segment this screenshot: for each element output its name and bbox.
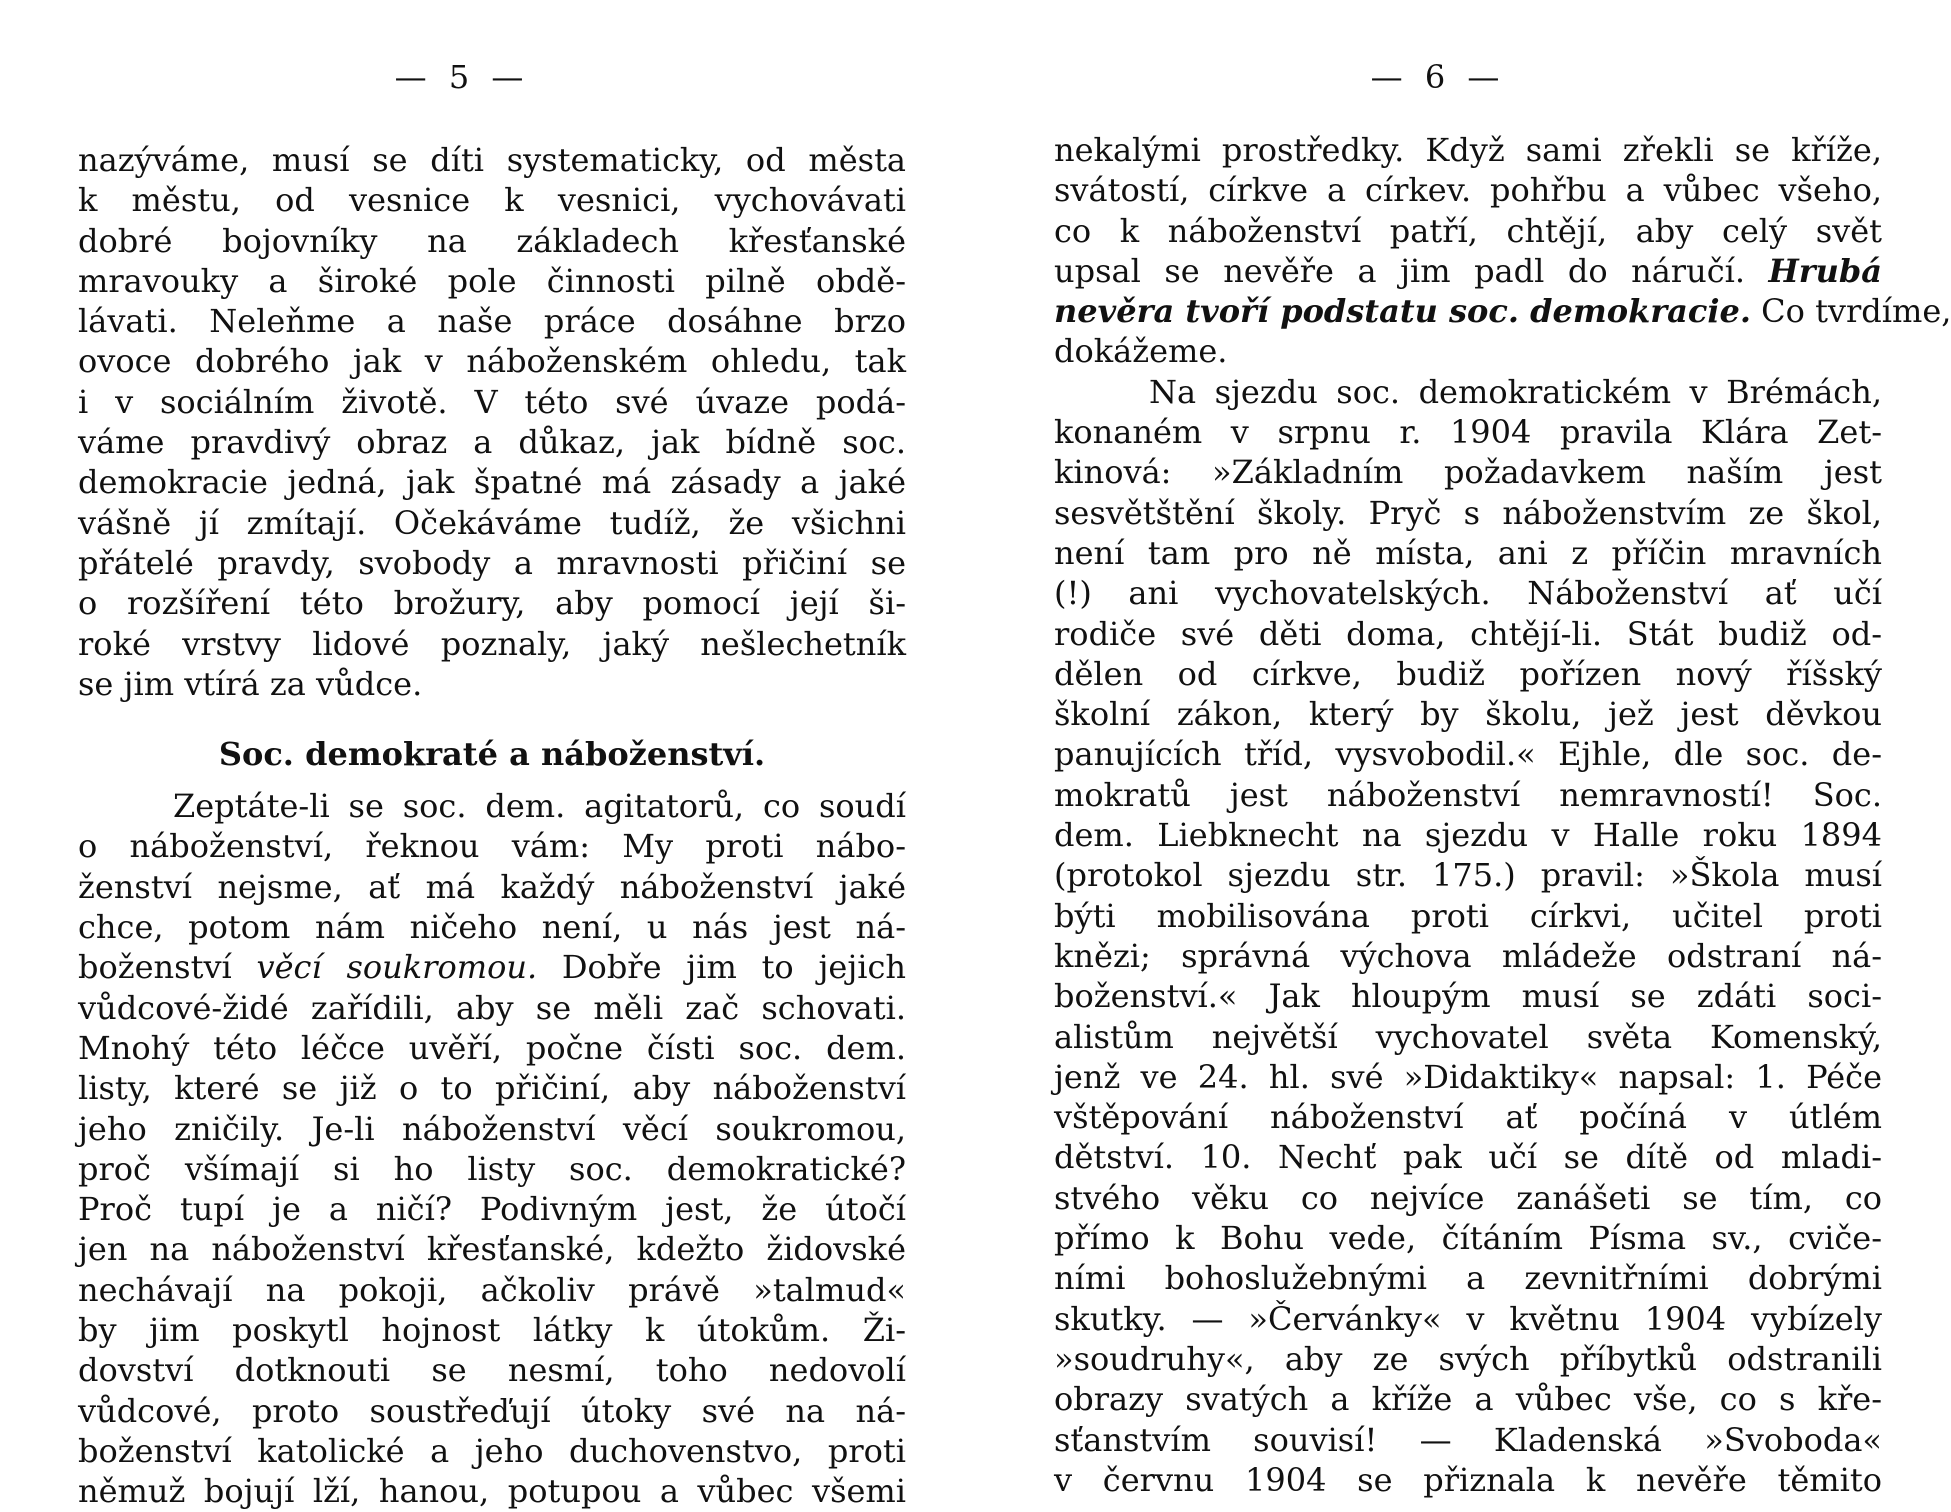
text-line: dobré bojovníky na základech křesťanské — [78, 221, 906, 260]
text-segment: Co tvrdíme, — [1750, 292, 1951, 331]
text-line: není tam pro ně místa, ani z příčin mravních — [1054, 533, 1882, 572]
text-line: mravouky a široké pole činnosti pilně obdě- — [78, 261, 906, 300]
italic-phrase: věcí soukromou. — [256, 948, 538, 987]
text-line: ženství nejsme, ať má každý náboženství jaké — [78, 867, 906, 906]
text-line-with-italic — [1054, 251, 1882, 291]
text-line: němuž bojují lží, hanou, potupou a vůbec všemi — [78, 1472, 906, 1511]
text-line: »soudruhy«, aby ze svých příbytků odstranili — [1054, 1339, 1882, 1378]
text-line: Proč tupí je a ničí? Podivným jest, že útočí — [78, 1190, 906, 1229]
text-line: nechávají na pokoji, ačkoliv právě »talmud« — [78, 1270, 906, 1309]
text-line: dělen od církve, budiž pořízen nový říšský — [1054, 654, 1882, 693]
text-line: lávati. Neleňme a naše práce dosáhne brzo — [78, 302, 906, 341]
text-line: ovoce dobrého jak v náboženském ohledu, tak — [78, 342, 906, 381]
text-line: vůdcové, proto soustřeďují útoky své na ná- — [78, 1391, 906, 1430]
text-line: alistům největší vychovatel světa Komenský, — [1054, 1017, 1882, 1056]
text-line: knězi; správná výchova mládeže odstraní ná- — [1054, 936, 1882, 975]
text-segment: boženství — [78, 948, 257, 987]
text-line: dovství dotknouti se nesmí, toho nedovolí — [78, 1351, 906, 1390]
text-line-with-italic — [78, 947, 906, 987]
left-page-text — [78, 140, 906, 1512]
text-line: přímo k Bohu vede, čítáním Písma sv., cviče- — [1054, 1219, 1882, 1258]
text-line: by jim poskytl hojnost látky k útokům. Ži- — [78, 1311, 906, 1350]
text-line: o rozšíření této brožury, aby pomocí její ši- — [78, 584, 906, 623]
text-line: dětství. 10. Nechť pak učí se dítě od mladi- — [1054, 1138, 1882, 1177]
left-page — [78, 0, 907, 1511]
text-line: jen na náboženství křesťanské, kdežto židovské — [78, 1230, 906, 1269]
text-line: i v sociálním životě. V této své úvaze podá- — [78, 382, 906, 421]
text-line: jeho zničily. Je-li náboženství věcí soukromou, — [78, 1109, 906, 1148]
text-line: Zeptáte-li se soc. dem. agitatorů, co soudí — [173, 787, 906, 826]
text-line: (!) ani vychovatelských. Náboženství ať učí — [1054, 574, 1882, 613]
italic-phrase: nevěra tvoří podstatu soc. demokracie. — [1054, 292, 1751, 331]
text-line: Na sjezdu soc. demokratickém v Brémách, — [1149, 372, 1882, 411]
text-line: v červnu 1904 se přiznala k nevěře těmito — [1054, 1460, 1882, 1499]
right-page — [1054, 0, 1951, 1500]
text-line: panujících tříd, vysvobodil.« Ejhle, dle soc. de- — [1054, 735, 1882, 774]
text-line: Mnohý této léčce uvěří, počne čísti soc. dem. — [78, 1028, 906, 1067]
text-line: roké vrstvy lidové poznaly, jaký nešlechetník — [78, 624, 906, 663]
text-line: jenž ve 24. hl. své »Didaktiky« napsal: 1. Péče — [1054, 1057, 1882, 1096]
text-line: váme pravdivý obraz a důkaz, jak bídně soc. — [78, 423, 906, 462]
text-line: dem. Liebknecht na sjezdu v Halle roku 1894 — [1054, 816, 1882, 855]
text-line: přátelé pravdy, svobody a mravnosti přičiní se — [78, 543, 906, 582]
italic-phrase: Hrubá — [1768, 251, 1883, 290]
text-segment: upsal se nevěře a jim padl do náručí. — [1054, 251, 1746, 290]
text-line: obrazy svatých a kříže a vůbec vše, co s kře- — [1054, 1380, 1882, 1419]
text-line: vášně jí zmítají. Očekáváme tudíž, že všichni — [78, 503, 906, 542]
text-line: nazýváme, musí se díti systematicky, od města — [78, 141, 906, 179]
text-line: listy, které se již o to přičiní, aby náboženství — [78, 1069, 906, 1108]
text-line: vůdcové-židé zařídili, aby se měli zač schovati. — [78, 988, 906, 1027]
text-line: stvého věku co nejvíce zanášeti se tím, co — [1054, 1178, 1882, 1217]
section-heading: Soc. demokraté a náboženství. — [218, 735, 766, 774]
text-line: se jim vtírá za vůdce. — [78, 664, 423, 703]
text-line: svátostí, církve a církev. pohřbu a vůbec všeho, — [1054, 171, 1882, 210]
text-line: sesvětštění školy. Pryč s náboženstvím ze škol, — [1054, 493, 1882, 532]
text-line: rodiče své děti doma, chtějí-li. Stát budiž od- — [1054, 614, 1882, 653]
text-line: chce, potom nám ničeho není, u nás jest ná- — [78, 908, 906, 947]
text-line: skutky. — »Červánky« v květnu 1904 vybízely — [1054, 1299, 1882, 1338]
text-line: co k náboženství patří, chtějí, aby celý svět — [1054, 211, 1882, 250]
text-line: nekalými prostředky. Když sami zřekli se kříže, — [1054, 131, 1882, 169]
text-line: školní zákon, který by školu, jež jest děvkou — [1054, 695, 1882, 734]
text-line: boženství katolické a jeho duchovenstvo, proti — [78, 1431, 906, 1470]
right-page-text — [1054, 130, 1951, 1500]
text-line: (protokol sjezdu str. 175.) pravil: »Škola musí — [1054, 856, 1882, 895]
page-number-right: — 6 — — [1370, 58, 1506, 96]
text-line: kinová: »Základním požadavkem naším jest — [1054, 453, 1882, 492]
text-line: vštěpování náboženství ať počíná v útlém — [1054, 1098, 1882, 1137]
text-line: ními bohoslužebnými a zevnitřními dobrými — [1054, 1259, 1882, 1298]
text-line: mokratů jest náboženství nemravností! Soc. — [1054, 775, 1882, 814]
text-line: konaném v srpnu r. 1904 pravila Klára Zet- — [1054, 413, 1882, 452]
text-line: dokážeme. — [1054, 332, 1228, 371]
text-line: demokracie jedná, jak špatné má zásady a jaké — [78, 463, 906, 502]
page-number-left: — 5 — — [394, 58, 530, 96]
text-line-with-italic — [1054, 291, 1951, 331]
text-line: k městu, od vesnice k vesnici, vychovávati — [78, 181, 906, 220]
text-line: proč všímají si ho listy soc. demokratické? — [78, 1149, 906, 1188]
text-line: sťanstvím souvisí! — Kladenská »Svoboda« — [1054, 1420, 1882, 1459]
text-segment: Dobře jim to jejich — [537, 948, 907, 987]
text-line: býti mobilisována proti církvi, učitel proti — [1054, 896, 1882, 935]
text-line: boženství.« Jak hloupým musí se zdáti soci- — [1054, 977, 1882, 1016]
text-line: o náboženství, řeknou vám: My proti nábo- — [78, 827, 906, 866]
